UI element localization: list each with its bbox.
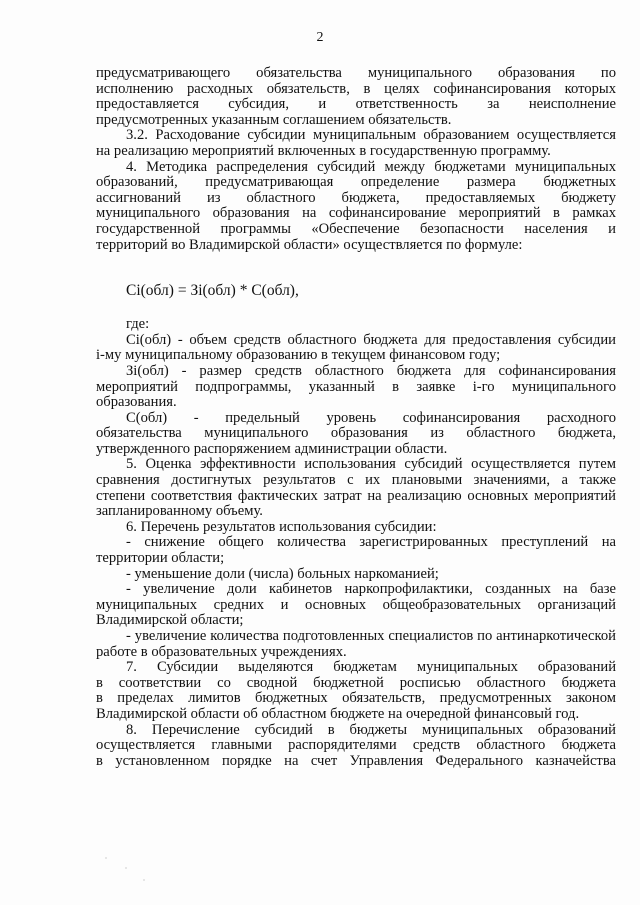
text-line: предусмотренных указанным соглашением обязательств. [96,112,452,128]
text-line: 4. Методика распределения субсидий между бюджетами муниципальных [126,159,616,175]
formula-definitions [96,317,616,457]
text-line: утвержденного распоряжением администрации области. [96,441,448,457]
document-body [96,66,616,769]
text-line: исполнению расходных обязательств, в целях софинансирования которых [96,81,616,97]
text-line: 6. Перечень результатов использования субсидии: [126,519,437,535]
list-item: - увеличение количества подготовленных специалистов по антинаркотической [126,629,616,644]
text-line: Владимирской области об областном бюджете на очередной финансовый год. [96,706,580,722]
paragraph-7 [96,660,616,722]
text-line: в пределах лимитов бюджетных обязательств, предусмотренных законом [96,691,616,707]
text-line: i-му муниципальному образованию в текущем финансовом году; [96,348,501,364]
paragraph-3-2 [96,128,616,159]
text-line: 7. Субсидии выделяются бюджетам муниципальных образований [126,660,616,676]
text-line: Зi(обл) - размер средств областного бюджета для софинансирования [126,363,616,379]
text-line: запланированному объему. [96,504,263,520]
text-line: работе в образовательных учреждениях. [96,644,347,660]
text-line: 8. Перечисление субсидий в бюджеты муниципальных образований [126,722,616,738]
text-line: С(обл) - предельный уровень софинансирования расходного [126,410,616,426]
paragraph-6 [96,520,616,660]
paragraph-continuation [96,66,616,128]
text-line: образования. [96,395,177,411]
text-line: образований, предусматривающая определение размера бюджетных [96,175,616,191]
list-item: - уменьшение доли (числа) больных наркоманией; [126,566,439,582]
text-line: степени соответствия фактических затрат на реализацию основных мероприятий [96,488,616,504]
text-line: территорий во Владимирской области» осуществляется по формуле: [96,237,523,253]
text-line: Владимирской области; [96,613,244,629]
text-line: территории области; [96,551,225,567]
text-line: 3.2. Расходование субсидии муниципальным образованием осуществляется [126,128,616,144]
text-line: государственной программы «Обеспечение безопасности населения и [96,221,616,237]
text-line: в соответствии со сводной бюджетной росписью областного бюджета [96,675,616,691]
scan-noise [96,850,156,890]
text-line: Сi(обл) - объем средств областного бюджета для предоставления субсидии [126,332,616,348]
text-line: сравнения достигнутых результатов с их плановыми значениями, а также [96,473,616,489]
paragraph-5 [96,457,616,519]
list-item: - увеличение доли кабинетов наркопрофилактики, созданных на базе [126,582,616,598]
text-line: обязательства муниципального образования из областного бюджета, [96,426,616,442]
text-line: ассигнований из областного бюджета, предоставляемых бюджету [96,190,616,206]
text-line: предусматривающего обязательства муниципального образования по [96,66,616,81]
page-number: 2 [316,30,324,45]
text-line: муниципальных средних и основных общеобразовательных организаций [96,597,616,613]
paragraph-4 [96,160,616,254]
formula: Сi(обл) = Зi(обл) * С(обл), [126,282,299,300]
text-line: на реализацию мероприятий включенных в государственную программу. [96,143,551,159]
text-line: муниципального образования на софинансирование мероприятий в рамках [96,206,616,222]
paragraph-8 [96,723,616,770]
text-line: предоставляется субсидия, и ответственность за неисполнение [96,97,616,113]
text-line: в установленном порядке на счет Управления Федерального казначейства [96,753,616,769]
text-line: мероприятий подпрограммы, указанный в заявке i-го муниципального [96,379,616,395]
text-line: осуществляется главными распорядителями средств областного бюджета [96,738,616,754]
list-item: - снижение общего количества зарегистрированных преступлений на [126,535,616,551]
text-line: 5. Оценка эффективности использования субсидий осуществляется путем [126,457,616,473]
text-line: где: [126,317,150,333]
